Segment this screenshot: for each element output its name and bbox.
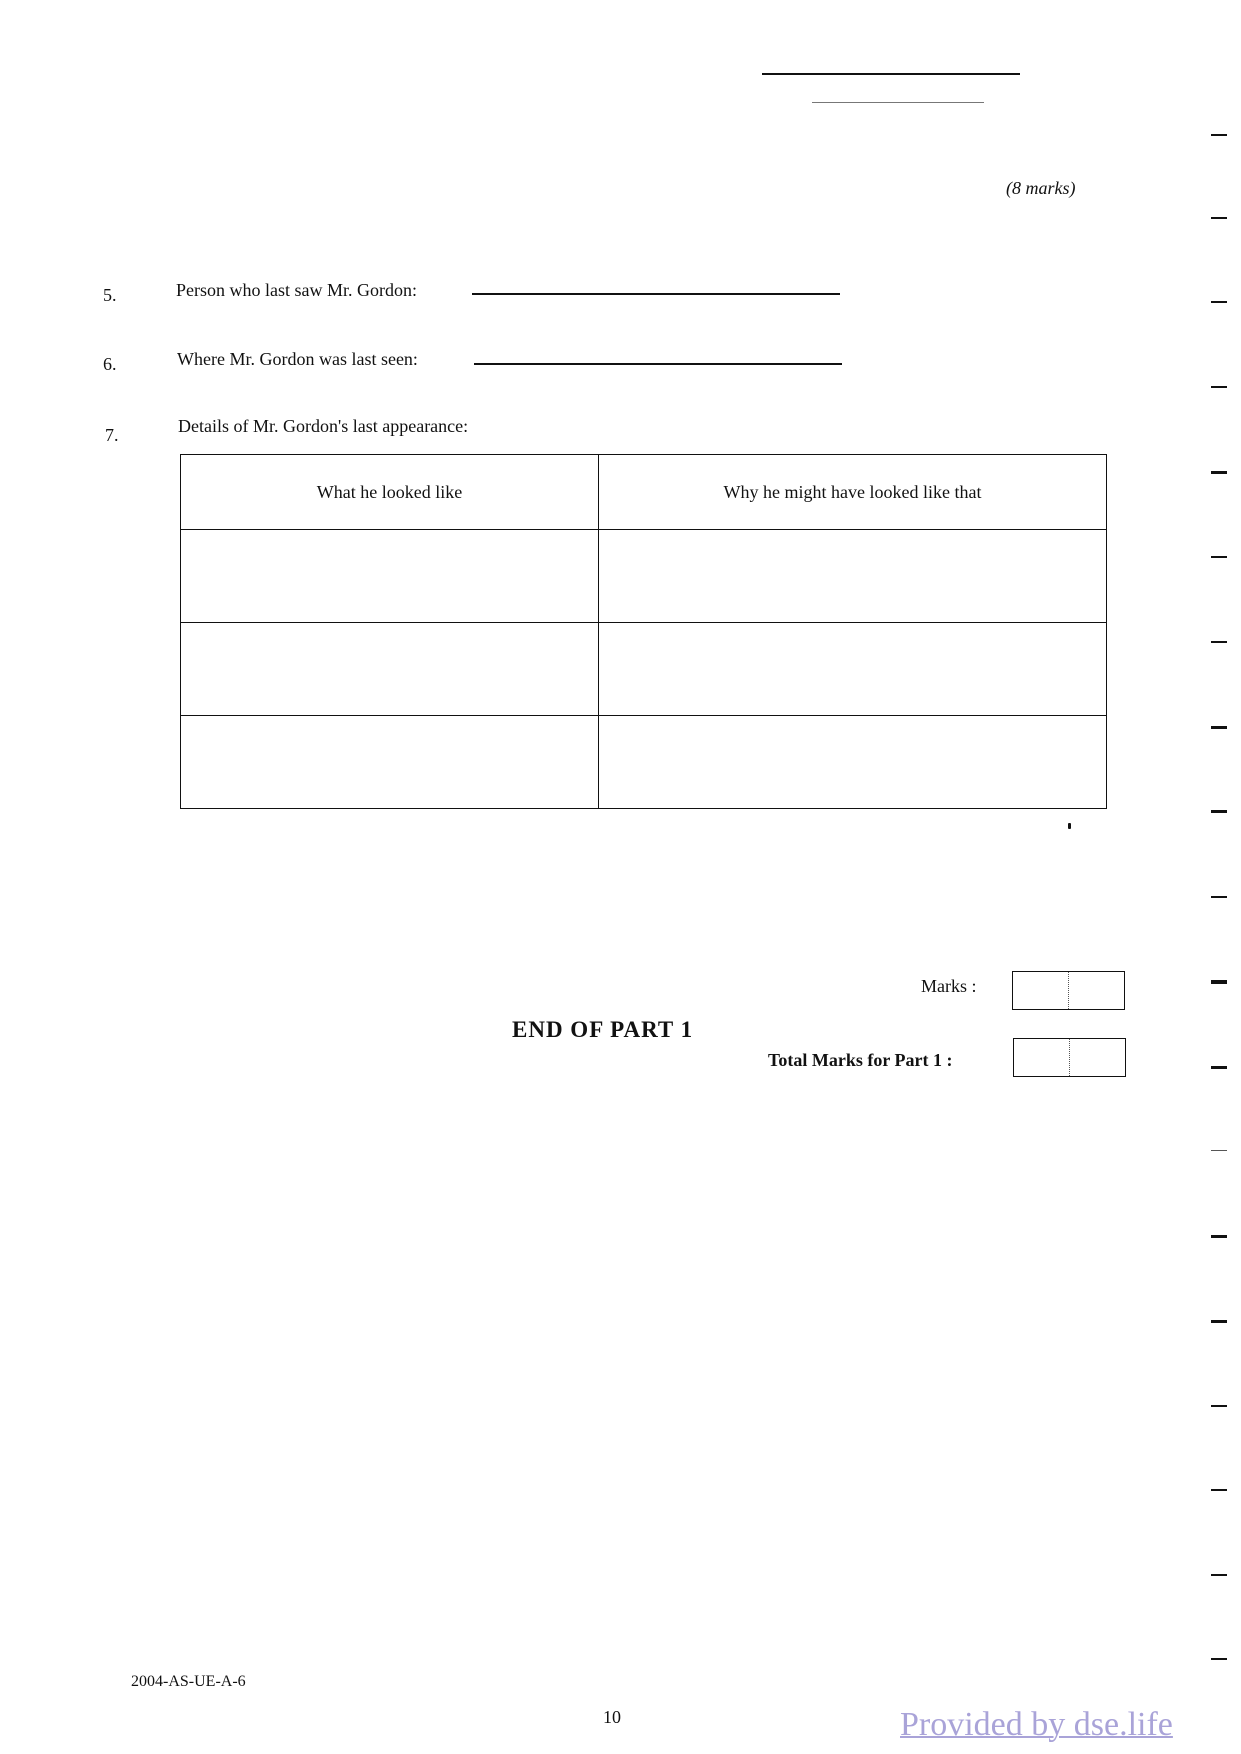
total-marks-box-units[interactable] [1069,1039,1125,1076]
question-6-text: Where Mr. Gordon was last seen: [177,349,418,369]
margin-tick [1211,301,1227,303]
margin-tick [1211,726,1227,729]
table-header-row [181,455,1107,530]
margin-tick [1211,1235,1227,1238]
answer-cell[interactable] [599,716,1107,809]
page-number: 10 [603,1707,621,1727]
answer-cell[interactable] [181,530,599,623]
answer-cell-input[interactable] [599,714,1106,806]
margin-tick [1211,386,1227,388]
total-marks-box-tens[interactable] [1014,1039,1069,1076]
margin-tick [1211,810,1227,813]
margin-tick [1211,1150,1227,1151]
table-row [181,530,1107,623]
answer-cell[interactable] [599,623,1107,716]
watermark-link[interactable]: Provided by dse.life [900,1706,1173,1743]
margin-tick [1211,471,1227,474]
header-why-he-looked-like-that: Why he might have looked like that [599,455,1107,530]
stray-mark [1068,823,1071,829]
header-rule-dashed [812,102,984,103]
table-row [181,623,1107,716]
margin-tick [1211,980,1227,984]
answer-cell-input[interactable] [181,621,598,713]
margin-tick [1211,1320,1227,1323]
total-marks-label: Total Marks for Part 1 : [768,1050,953,1070]
answer-cell[interactable] [599,530,1107,623]
answer-cell-input[interactable] [181,714,598,806]
question-6-number: 6. [103,354,117,374]
paper-code: 2004-AS-UE-A-6 [131,1673,246,1690]
question-5-answer-line[interactable] [472,293,840,295]
margin-tick [1211,1489,1227,1491]
question-7-text: Details of Mr. Gordon's last appearance: [178,416,469,436]
total-marks-box[interactable] [1013,1038,1126,1077]
answer-cell-input[interactable] [599,621,1106,713]
end-of-part-title: END OF PART 1 [512,1017,694,1042]
question-6-answer-line[interactable] [474,363,842,365]
question-5-text: Person who last saw Mr. Gordon: [176,280,417,300]
margin-tick [1211,1658,1227,1660]
margin-tick [1211,896,1227,898]
margin-tick [1211,1066,1227,1069]
table-row [181,716,1107,809]
appearance-table [180,454,1107,809]
marks-note: (8 marks) [1006,178,1076,198]
answer-cell-input[interactable] [181,528,598,620]
margin-tick [1211,134,1227,136]
margin-tick [1211,641,1227,643]
margin-tick [1211,1405,1227,1407]
marks-box[interactable] [1012,971,1125,1010]
answer-cell[interactable] [181,716,599,809]
marks-box-tens[interactable] [1013,972,1068,1009]
question-7-number: 7. [105,425,119,445]
question-5-number: 5. [103,285,117,305]
answer-cell-input[interactable] [599,528,1106,620]
margin-tick [1211,1574,1227,1576]
margin-tick [1211,217,1227,219]
header-rule [762,73,1020,75]
marks-box-units[interactable] [1068,972,1124,1009]
marks-label: Marks : [921,976,977,996]
margin-tick [1211,556,1227,558]
answer-cell[interactable] [181,623,599,716]
header-what-he-looked-like: What he looked like [181,455,599,530]
